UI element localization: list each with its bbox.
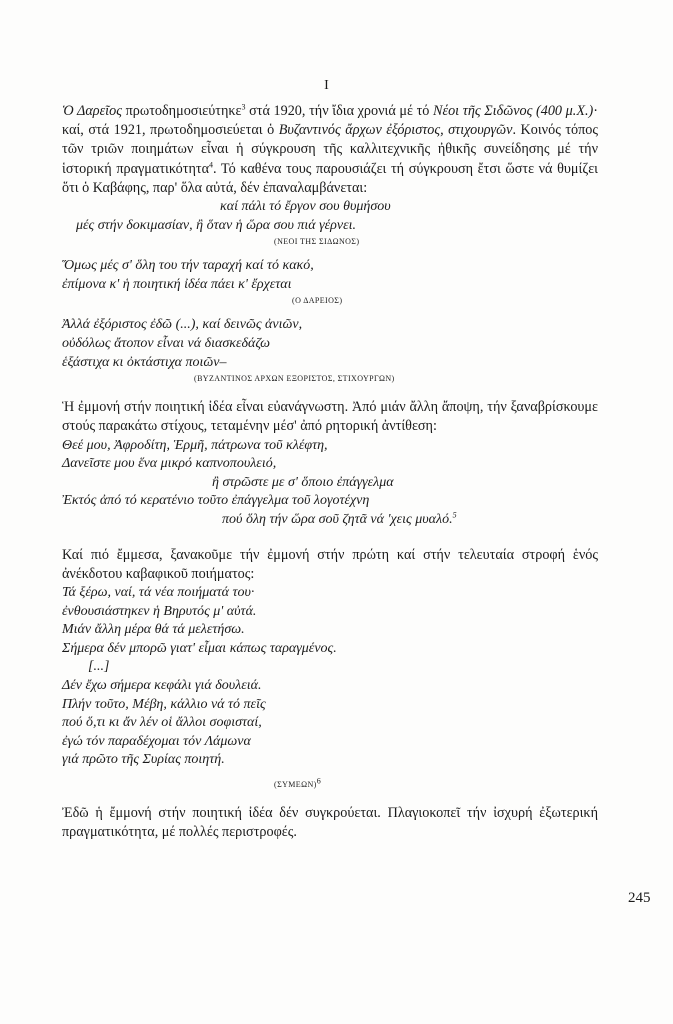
- verse-line: Δανεῖστε μου ἕνα μικρό καπνοπουλειό,: [62, 456, 277, 472]
- verse-line: καί πάλι τό ἔργον σου θυμήσου: [220, 199, 391, 215]
- verse-line: ἐπίμονα κ' ἡ ποιητική ἰδέα πάει κ' ἔρχεται: [62, 276, 292, 292]
- intro-text-3: · καί, στά 1921, πρωτοδημοσιεύεται ὁ: [62, 103, 598, 139]
- verse-line: Θεέ μου, Ἀφροδίτη, Ἑρμῆ, πάτρωνα τοῦ κλέφτη,: [62, 437, 328, 453]
- verse-line: Πλήν τοῦτο, Μέβη, κάλλιο νά τό πεῖς: [62, 696, 266, 712]
- page-number: 245: [628, 890, 651, 906]
- poem-caption: (ΒΥΖΑΝΤΙΝΟΣ ΑΡΧΩΝ ΕΞΟΡΙΣΤΟΣ, ΣΤΙΧΟΥΡΓΩΝ): [194, 374, 395, 384]
- verse-line: Ἐκτός ἀπό τό κερατένιο τοῦτο ἐπάγγελμα τοῦ λογοτέχνη: [62, 493, 370, 509]
- verse-line: Δέν ἔχω σήμερα κεφάλι γιά δουλειά.: [62, 677, 262, 693]
- poem-caption: [62, 778, 598, 792]
- quote-dareios: [62, 257, 598, 294]
- verse-line: Τά ξέρω, ναί, τά νέα ποιήματά του·: [62, 584, 255, 600]
- verse-line: ἐνθουσιάστηκεν ἡ Βηρυτός μ' αὐτά.: [62, 603, 257, 619]
- section-number: I: [324, 78, 329, 93]
- verse-line: πού ὅ,τι κι ἄν λέν οἱ ἄλλοι σοφισταί,: [62, 715, 262, 731]
- title-neoi-sidonos: Νέοι τῆς Σιδῶνος (400 μ.Χ.): [433, 103, 594, 119]
- footnote-ref-3: 3: [241, 102, 246, 112]
- paragraph-emmesa: Καί πιό ἔμμεσα, ξανακοῦμε τήν ἐμμονή στήν πρώτη καί στήν τελευταία στροφή ἑνός ἀνέκδοτου καβαφικοῦ ποιήματος:: [62, 546, 598, 582]
- verse-line: ἑξάστιχα κι ὀκτάστιχα ποιῶν–: [62, 354, 227, 370]
- title-dareios: Ὁ Δαρεῖος: [62, 103, 122, 119]
- verse-line: ἐγώ τόν παραδέχομαι τόν Λάμωνα: [62, 733, 251, 749]
- poem-caption: (ΝΕΟΙ ΤΗΣ ΣΙΔΩΝΟΣ): [274, 237, 360, 247]
- caption-text: (ΣΥΜΕΩΝ): [274, 779, 317, 789]
- footnote-ref-6: 6: [316, 776, 322, 786]
- intro-text-5: . Τό καθένα τους παρουσιάζει τή σύγκρουση ἔτσι ὥστε νά θυμίζει ὅτι ὁ Καβάφης, παρ' ὅλα αὐτά, δέν ἐπαναλαμβάνεται:: [62, 160, 598, 196]
- quote-neoi-sidonos: [62, 198, 598, 235]
- paragraph-intro: [62, 102, 598, 198]
- intro-text-2: στά 1920, τήν ἴδια χρονιά μέ τό: [245, 103, 434, 119]
- quote-anekdoto: [62, 584, 598, 770]
- poem-caption: (Ο ΔΑΡΕΙΟΣ): [292, 296, 343, 306]
- title-vyzantinos-archon: Βυζαντινός ἄρχων ἐξόριστος, στιχουργῶν: [278, 122, 513, 139]
- intro-text-4: . Κοινός τόπος τῶν τριῶν ποιημάτων εἶναι ἡ σύγκρουση τῆς καλλιτεχνικῆς ἠθικῆς συνείδησης μέ τήν ἱστορική πραγματικότητα: [62, 122, 598, 177]
- intro-text-1: πρωτοδημοσιεύτηκε: [121, 103, 242, 119]
- verse-line: μές στήν δοκιμασίαν, ἢ ὅταν ἡ ὥρα σου πιά γέρνει.: [76, 217, 357, 233]
- verse-line: Σήμερα δέν μπορῶ γιατ' εἶμαι κάπως ταραγμένος.: [62, 640, 337, 656]
- footnote-ref-5: 5: [452, 510, 457, 520]
- verse-text: πού ὅλη τήν ὥρα σοῦ ζητᾶ νά 'χεις μυαλό.: [222, 511, 453, 527]
- text-column: [62, 102, 598, 842]
- verse-line: οὐδόλως ἄτοπον εἶναι νά διασκεδάζω: [62, 335, 271, 351]
- verse-line: Ἀλλά ἐξόριστος ἐδῶ (...), καί δεινῶς ἀνιῶν,: [62, 317, 303, 333]
- paragraph-closing: Ἐδῶ ἡ ἔμμονή στήν ποιητική ἰδέα δέν συγκρούεται. Πλαγιοκοπεῖ τήν ἰσχυρή ἐξωτερική πραγματικότητα, μέ πολλές περιστροφές.: [62, 804, 598, 841]
- paragraph-emmoni: Ἡ ἐμμονή στήν ποιητική ἰδέα εἶναι εὐανάγνωστη. Ἀπό μιάν ἄλλη ἄποψη, τήν ξαναβρίσκουμε στούς παρακάτω στίχους, τεταμένην μέσ' ἀπό ρητορική ἀντίθεση:: [62, 399, 598, 435]
- verse-line: ἢ στρῶστε με σ' ὅποιο ἐπάγγελμα: [212, 474, 394, 490]
- footnote-ref-4: 4: [209, 159, 214, 169]
- verse-line: [62, 511, 598, 530]
- verse-line: [...]: [88, 659, 110, 675]
- quote-vyzantinos-archon: [62, 316, 598, 372]
- verse-line: Μιάν ἄλλη μέρα θά τά μελετήσω.: [62, 622, 245, 638]
- quote-afroditi: [62, 437, 598, 530]
- verse-line: γιά πρῶτο τῆς Συρίας ποιητή.: [62, 752, 225, 768]
- verse-line: Ὅμως μές σ' ὅλη του τήν ταραχή καί τό κακό,: [62, 258, 314, 274]
